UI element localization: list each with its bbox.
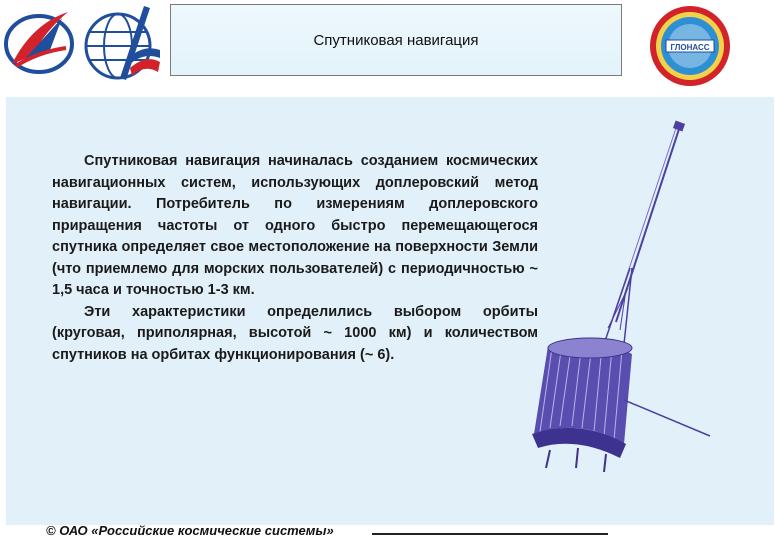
emblem-text: ГЛОНАСС bbox=[670, 43, 710, 52]
globe-logo-icon bbox=[80, 2, 164, 82]
paragraph-2: Эти характеристики определились выбором орбиты (круговая, приполярная, высотой ~ 1000 км) и количеством спутников на орбитах функционирования (~ 6). bbox=[52, 303, 538, 363]
body-text bbox=[52, 151, 538, 366]
footer-copyright: © ОАО «Российские космические системы» bbox=[46, 523, 334, 538]
title-box bbox=[170, 4, 622, 76]
page-title: Спутниковая навигация bbox=[313, 31, 479, 49]
footer-divider bbox=[372, 533, 608, 535]
paragraph-1: Спутниковая навигация начиналась созданием космических навигационных систем, использующих доплеровский метод навигации. Потребитель по измерениям доплеровского приращения частоты от одного быстро перемещающегося спутника определяет свое местоположение на поверхности Земли (что приемлемо для морских пользователей) с периодичностью ~ 1,5 часа и точностью 1-3 км. bbox=[52, 153, 538, 298]
satellite-illustration-icon bbox=[520, 118, 720, 478]
glonass-emblem-icon bbox=[648, 4, 732, 88]
roscosmos-logo-icon bbox=[2, 4, 76, 78]
